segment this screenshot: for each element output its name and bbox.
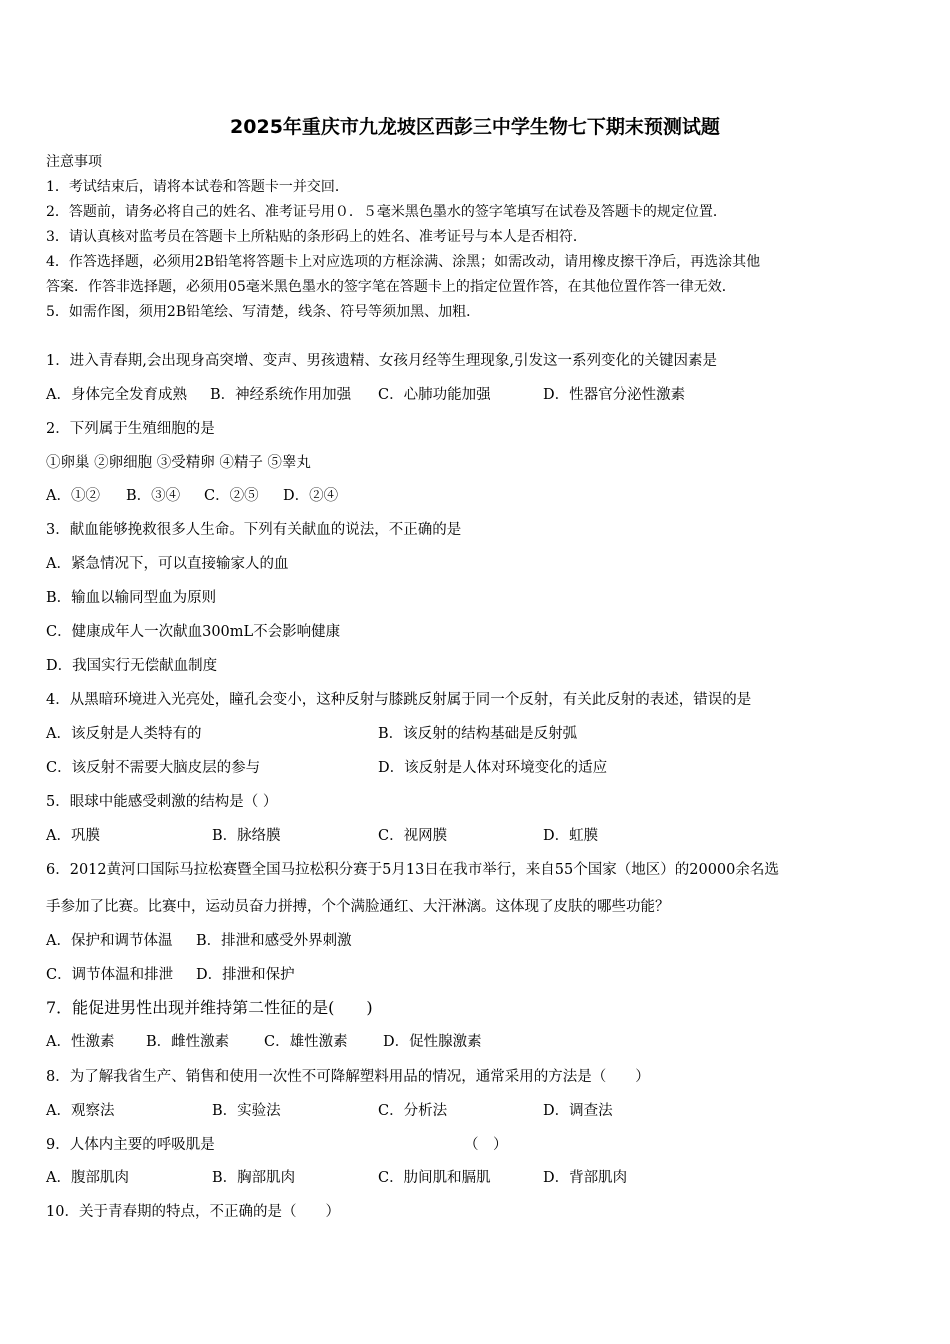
notice-heading: 注意事项 [46,154,102,170]
question-8-option-a: A．观察法 [46,1103,115,1119]
question-9-option-d: D．背部肌肉 [543,1170,628,1186]
question-8-option-c: C．分析法 [378,1103,448,1119]
question-9-stem: 9．人体内主要的呼吸肌是 [46,1137,215,1153]
notice-item: 2．答题前，请务必将自己的姓名、准考证号用０．５毫米黑色墨水的签字笔填写在试卷及答题卡的规定位置． [46,204,727,220]
question-1-option-b: B．神经系统作用加强 [210,387,352,403]
question-4-stem: 4．从黑暗环境进入光亮处，瞳孔会变小，这种反射与膝跳反射属于同一个反射，有关此反射的表述，错误的是 [46,692,752,708]
notice-item: 5．如需作图，须用2B铅笔绘、写清楚，线条、符号等须加黑、加粗． [46,304,481,320]
question-6-option-b: B．排泄和感受外界刺激 [196,933,352,949]
question-9-option-b: B．胸部肌肉 [212,1170,296,1186]
question-6-option-a: A．保护和调节体温 [46,933,173,949]
notice-item: 4．作答选择题，必须用2B铅笔将答题卡上对应选项的方框涂满、涂黑；如需改动，请用橡皮擦干净后，再选涂其他 [46,254,761,270]
question-3-option-b: B．输血以输同型血为原则 [46,590,217,606]
notice-item: 3．请认真核对监考员在答题卡上所粘贴的条形码上的姓名、准考证号与本人是否相符． [46,229,587,245]
question-7-stem: 7．能促进男性出现并维持第二性征的是( ) [46,998,373,1017]
question-8-stem: 8．为了解我省生产、销售和使用一次性不可降解塑料用品的情况，通常采用的方法是（ ） [46,1069,650,1085]
question-3-option-c: C．健康成年人一次献血300mL不会影响健康 [46,624,341,640]
question-5-option-a: A．巩膜 [46,828,100,844]
question-7-option-a: A．性激素 [46,1034,115,1050]
question-8-option-d: D．调查法 [543,1103,613,1119]
question-7-option-c: C．雄性激素 [264,1034,348,1050]
question-4-option-b: B．该反射的结构基础是反射弧 [378,726,578,742]
question-6-stem: 6．2012黄河口国际马拉松赛暨全国马拉松积分赛于5月13日在我市举行，来自55个国家（地区）的20000余名选 [46,862,779,878]
question-1-option-c: C．心肺功能加强 [378,387,491,403]
question-1-stem: 1．进入青春期,会出现身高突增、变声、男孩遗精、女孩月经等生理现象,引发这一系列变化的关键因素是 [46,353,717,369]
notice-item: 1．考试结束后，请将本试卷和答题卡一并交回． [46,179,349,195]
question-5-option-b: B．脉络膜 [212,828,281,844]
question-2-option-b: B．③④ [126,488,181,504]
question-6-option-c: C．调节体温和排泄 [46,967,174,983]
question-2-items: ①卵巢 ②卵细胞 ③受精卵 ④精子 ⑤睾丸 [46,455,311,471]
notice-item: 答案．作答非选择题，必须用05毫米黑色墨水的签字笔在答题卡上的指定位置作答，在其他位置作答一律无效． [46,279,736,295]
question-1-option-d: D．性器官分泌性激素 [543,387,686,403]
question-5-option-c: C．视网膜 [378,828,448,844]
question-9-option-c: C．肋间肌和膈肌 [378,1170,491,1186]
question-3-option-d: D．我国实行无偿献血制度 [46,658,218,674]
question-7-option-b: B．雌性激素 [146,1034,230,1050]
question-6-stem-continued: 手参加了比赛。比赛中，运动员奋力拼搏，个个满脸通红、大汗淋漓。这体现了皮肤的哪些功能？ [46,899,670,915]
question-4-option-a: A．该反射是人类特有的 [46,726,202,742]
question-6-option-d: D．排泄和保护 [196,967,295,983]
question-3-stem: 3．献血能够挽救很多人生命。下列有关献血的说法，不正确的是 [46,522,462,538]
question-10-stem: 10．关于青春期的特点，不正确的是（ ） [46,1204,340,1220]
question-1-option-a: A．身体完全发育成熟 [46,387,187,403]
question-3-option-a: A．紧急情况下，可以直接输家人的血 [46,556,289,572]
question-2-option-a: A．①② [46,488,100,504]
question-7-option-d: D．促性腺激素 [383,1034,482,1050]
question-9-answer-paren: （ ） [464,1137,508,1153]
question-2-stem: 2．下列属于生殖细胞的是 [46,421,215,437]
question-4-option-c: C．该反射不需要大脑皮层的参与 [46,760,261,776]
question-2-option-d: D．②④ [283,488,339,504]
question-4-option-d: D．该反射是人体对环境变化的适应 [378,760,608,776]
question-8-option-b: B．实验法 [212,1103,281,1119]
page-title: 2025年重庆市九龙坡区西彭三中学生物七下期末预测试题 [230,116,720,138]
question-2-option-c: C．②⑤ [204,488,259,504]
question-5-option-d: D．虹膜 [543,828,599,844]
question-5-stem: 5．眼球中能感受刺激的结构是（ ） [46,794,278,810]
question-9-option-a: A．腹部肌肉 [46,1170,129,1186]
